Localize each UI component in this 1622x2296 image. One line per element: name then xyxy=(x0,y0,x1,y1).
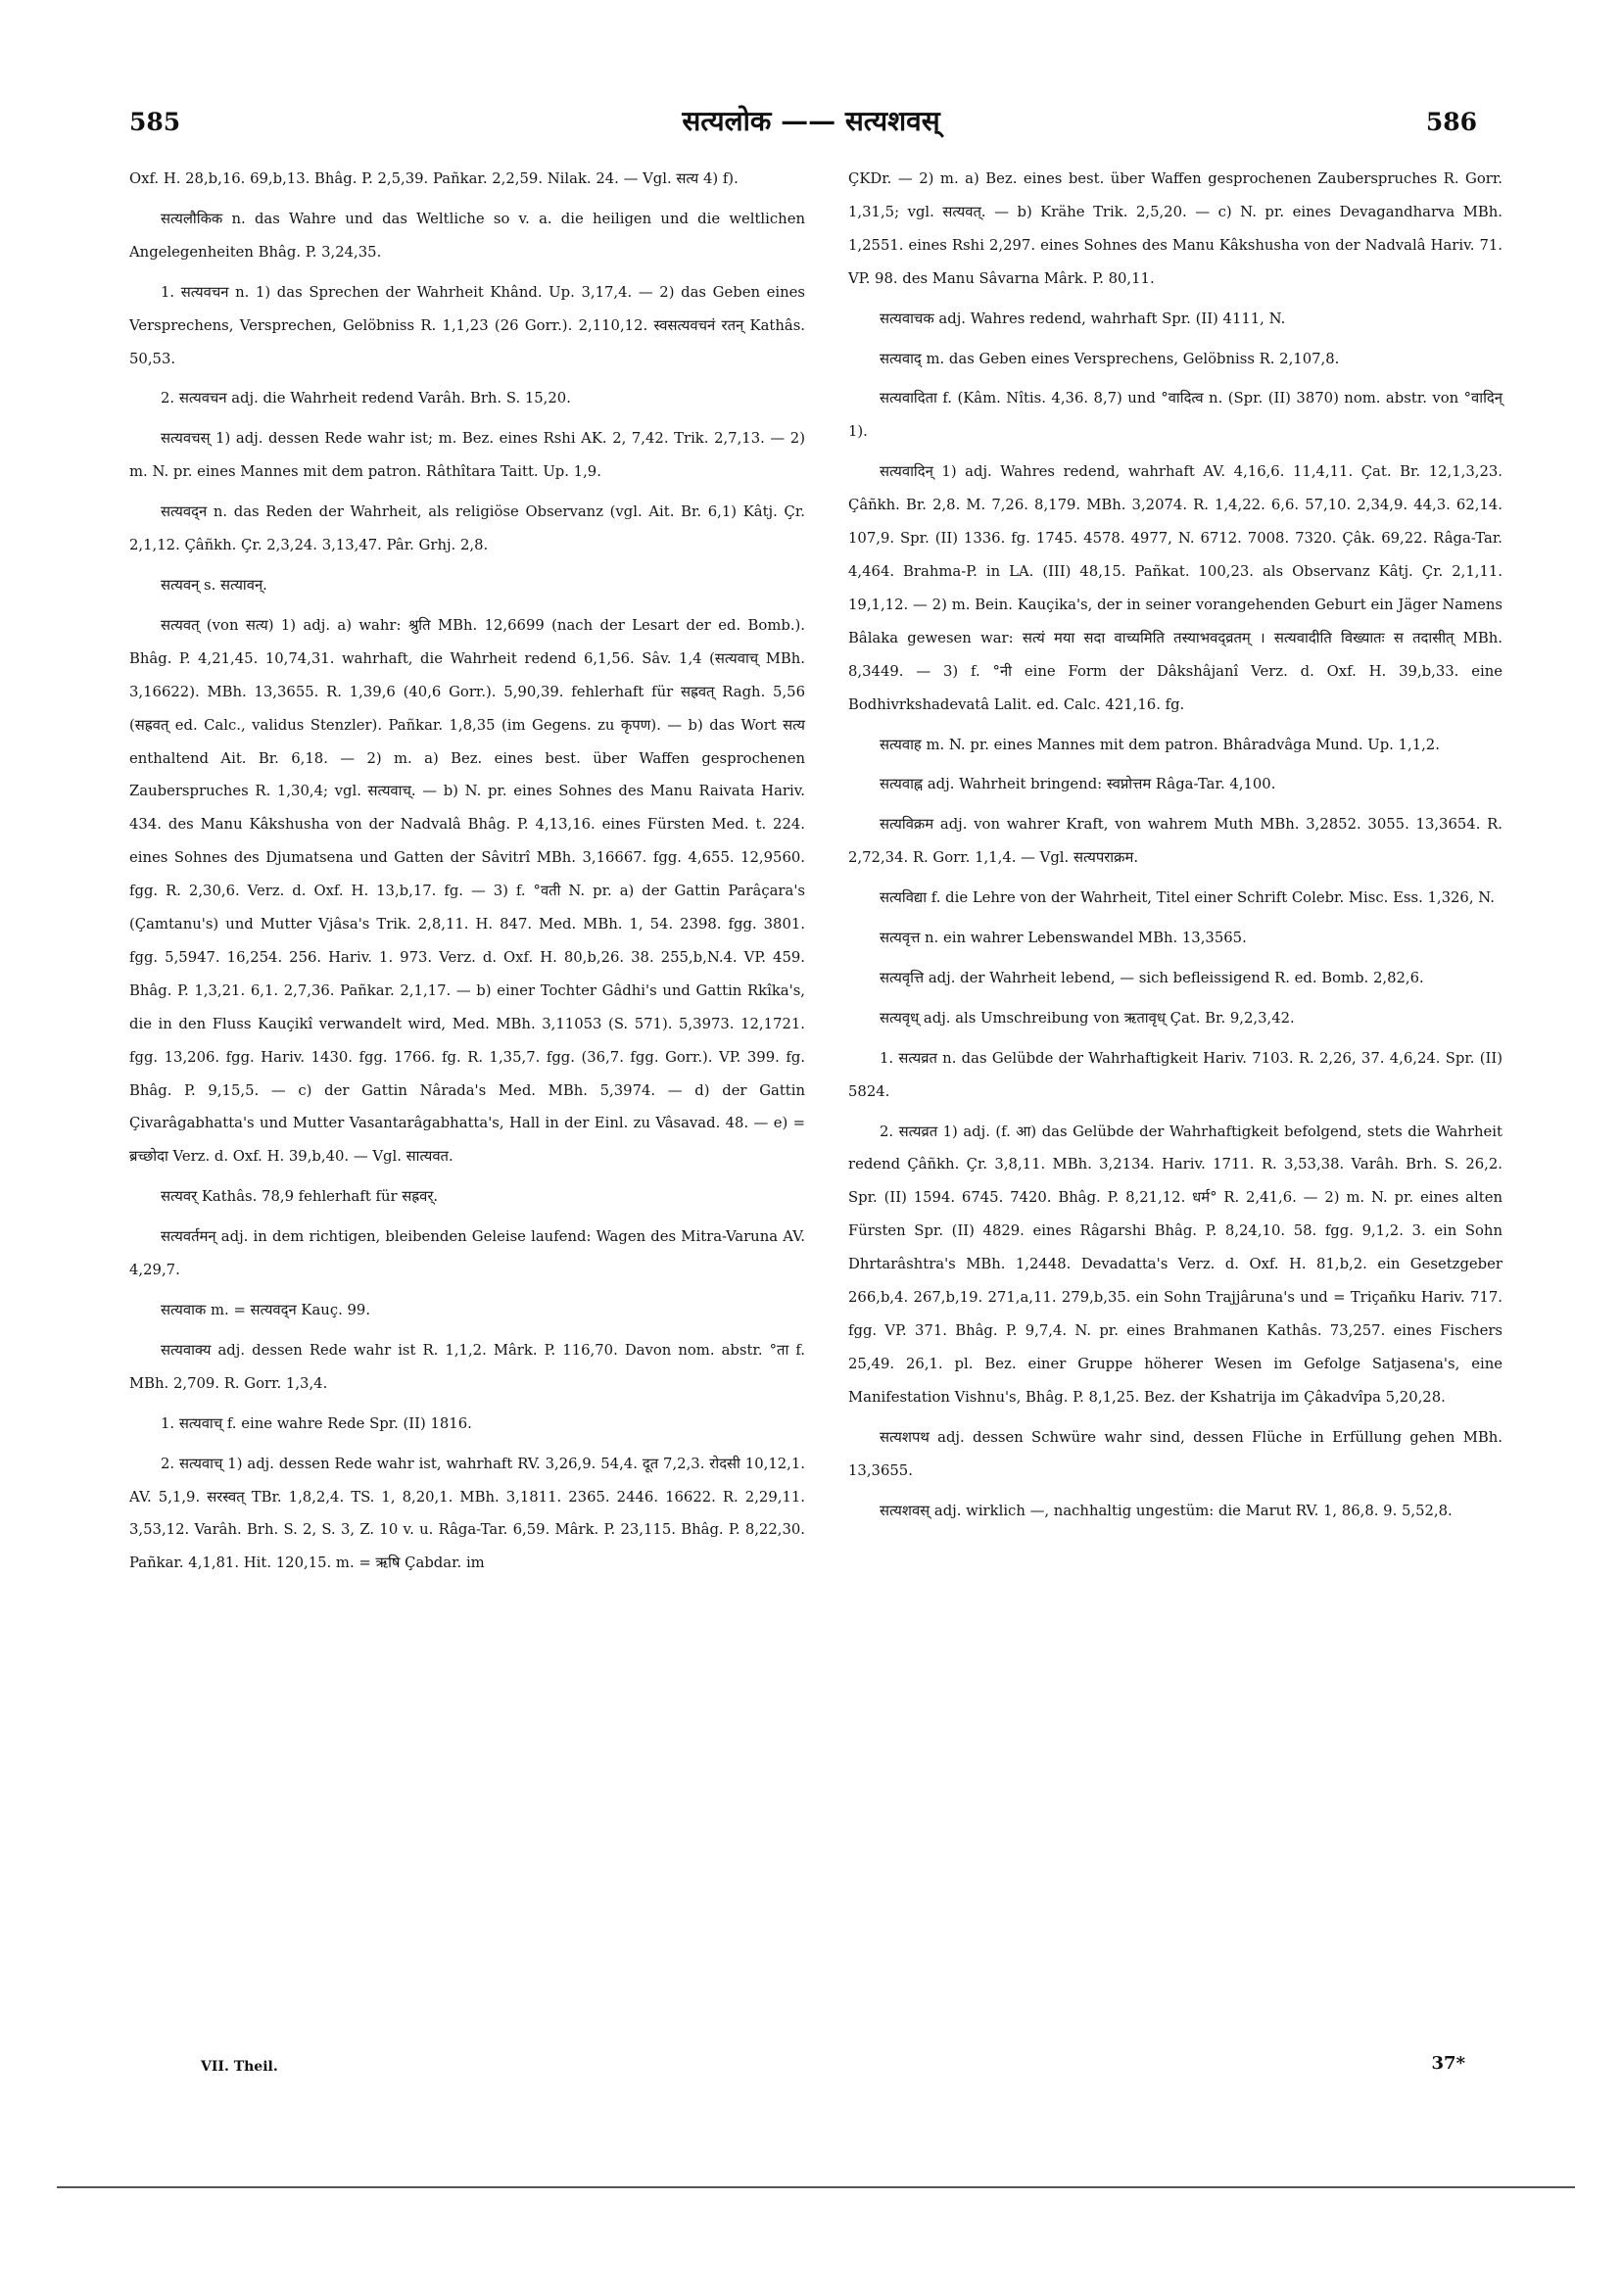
dictionary-entry: सत्यवाक्य adj. dessen Rede wahr ist R. 1,1,2. Mârk. P. 116,70. Davon nom. abstr. °ता f. MBh. 2,709. R. Gorr. 1,3,4. xyxy=(129,1341,805,1392)
dictionary-entry: सत्यवृत्त n. ein wahrer Lebenswandel MBh. 13,3565. xyxy=(880,930,1247,947)
running-headword: सत्यलोक —— सत्यशवस् xyxy=(682,105,940,137)
dictionary-entry: सत्यवाक m. = सत्यवद्न Kauç. 99. xyxy=(161,1302,371,1318)
dictionary-entry: सत्यवाह m. N. pr. eines Mannes mit dem patron. Bhâradvâga Mund. Up. 1,1,2. xyxy=(880,736,1440,753)
dictionary-entry: सत्यवाह्न adj. Wahrheit bringend: स्वप्नोत्तम Râga-Tar. 4,100. xyxy=(880,776,1276,793)
dictionary-entry: सत्यवाचक adj. Wahres redend, wahrhaft Spr. (II) 4111, N. xyxy=(880,310,1286,327)
dictionary-entry: सत्यविद्या f. die Lehre von der Wahrheit, Titel einer Schrift Colebr. Misc. Ess. 1,326, N. xyxy=(880,889,1495,907)
dictionary-entry: Oxf. H. 28,b,16. 69,b,13. Bhâg. P. 2,5,39. Pañkar. 2,2,59. Nilak. 24. — Vgl. सत्य 4) f). xyxy=(129,170,739,187)
dictionary-entry: ÇKDr. — 2) m. a) Bez. eines best. über Waffen gesprochenen Zauberspruches R. Gorr. 1,31,5; vgl. सत्यवत्. — b) Krähe Trik. 2,5,20. — c) N. pr. eines Devagandharva MBh. 1,2551. eines Rshi 2,297. eines Sohnes des Manu Kâkshusha von der Nadvalâ Hariv. 71. VP. 98. des Manu Sâvarna Mârk. P. 80,11. xyxy=(848,170,1503,287)
dictionary-entry: सत्यविक्रम adj. von wahrer Kraft, von wahrem Muth MBh. 3,2852. 3055. 13,3654. R. 2,72,34. R. Gorr. 1,1,4. — Vgl. सत्यपराक्रम. xyxy=(848,816,1503,867)
sheet-mark: 37* xyxy=(1431,2053,1465,2074)
dictionary-entry: 2. सत्यवाच् 1) adj. dessen Rede wahr ist, wahrhaft RV. 3,26,9. 54,4. दूत 7,2,3. रोदसी 10,12,1. AV. 5,1,9. सरस्वत् TBr. 1,8,2,4. TS. 1, 8,20,1. MBh. 3,1811. 2365. 2446. 16622. R. 2,29,11. 3,53,12. Varâh. Brh. S. 2, S. 3, Z. 10 v. u. Râga-Tar. 6,59. Mârk. P. 23,115. Bhâg. P. 8,22,30. Pañkar. 4,1,81. Hit. 120,15. m. = ऋषि Çabdar. im xyxy=(129,1455,805,1572)
dictionary-entry: 1. सत्यवचन n. 1) das Sprechen der Wahrheit Khând. Up. 3,17,4. — 2) das Geben eines Versprechens, Versprechen, Gelöbniss R. 1,1,23 (26 Gorr.). 2,110,12. स्वसत्यवचनं रतन् Kathâs. 50,53. xyxy=(129,283,805,367)
dictionary-entry: सत्यशवस् adj. wirklich —, nachhaltig ungestüm: die Marut RV. 1, 86,8. 9. 5,52,8. xyxy=(880,1502,1453,1519)
dictionary-entry: सत्यवत् (von सत्य) 1) adj. a) wahr: श्रुति MBh. 12,6699 (nach der Lesart der ed. Bomb.). Bhâg. P. 4,21,45. 10,74,31. wahrhaft, die Wahrheit redend 6,1,56. Sâv. 1,4 (सत्यवाच् MBh. 3,16622). MBh. 13,3655. R. 1,39,6 (40,6 Gorr.). 5,90,39. fehlerhaft für सह्रवत् Ragh. 5,56 (सह्रवत् ed. Calc., validus Stenzler). Pañkar. 1,8,35 (im Gegens. zu कृपण). — b) das Wort सत्य enthaltend Ait. Br. 6,18. — 2) m. a) Bez. eines best. über Waffen gesprochenen Zauberspruches R. 1,30,4; vgl. सत्यवाच्. — b) N. pr. eines Sohnes des Manu Raivata Hariv. 434. des Manu Kâkshusha von der Nadvalâ Bhâg. P. 4,13,16. eines Fürsten Med. t. 224. eines Sohnes des Djumatsena und Gatten der Sâvitrî MBh. 3,16667. fgg. 4,655. 12,9560. fgg. R. 2,30,6. Verz. d. Oxf. H. 13,b,17. fg. — 3) f. °वती N. pr. a) der Gattin Parâçara's (Çamtanu's) und Mutter Vjâsa's Trik. 2,8,11. H. 847. Med. MBh. 1, 54. 2398. fgg. 3801. fgg. 5,5947. 16,254. 256. Hariv. 1. 973. Verz. d. Oxf. H. 80,b,26. 38. 255,b,N.4. VP. 459. Bhâg. P. 1,3,21. 6,1. 2,7,36. Pañkar. 2,1,17. — b) einer Tochter Gâdhi's und Gattin Rkîka's, die in den Fluss Kauçikî verwandelt wird, Med. MBh. 3,11053 (S. 571). 5,3973. 12,1721. fgg. 13,206. fgg. Hariv. 1430. fgg. 1766. fg. R. 1,35,7. fgg. (36,7. fgg. Gorr.). VP. 399. fg. Bhâg. P. 9,15,5. — c) der Gattin Nârada's Med. MBh. 5,3974. — d) der Gattin Çivarâgabhatta's und Mutter Vasantarâgabhatta's, Hall in der Einl. zu Vâsavad. 48. — e) = ब्रच्छोदा Verz. d. Oxf. H. 39,b,40. — Vgl. सात्यवत. xyxy=(129,616,805,1166)
dictionary-entry: सत्यलौकिक n. das Wahre und das Weltliche so v. a. die heiligen und die weltlichen Angelegenheiten Bhâg. P. 3,24,35. xyxy=(129,210,805,261)
dictionary-entry: 1. सत्यवाच् f. eine wahre Rede Spr. (II) 1816. xyxy=(161,1414,472,1432)
dictionary-entry: सत्यवादिन् 1) adj. Wahres redend, wahrhaft AV. 4,16,6. 11,4,11. Çat. Br. 12,1,3,23. Çâñkh. Br. 2,8. M. 7,26. 8,179. MBh. 3,2074. R. 1,4,22. 6,6. 57,10. 2,34,9. 44,3. 62,14. 107,9. Spr. (II) 1336. fg. 1745. 4578. 4977, N. 6712. 7008. 7320. Çâk. 69,22. Râga-Tar. 4,464. Brahma-P. in LA. (III) 48,15. Pañkat. 100,23. als Observanz Kâtj. Çr. 2,1,11. 19,1,12. — 2) m. Bein. Kauçika's, der in seiner vorangehenden Geburt ein Jäger Namens Bâlaka gewesen war: सत्यं मया सदा वाच्यमिति तस्याभवद्व्रतम् । सत्यवादीति विख्यातः स तदासीत् MBh. 8,3449. — 3) f. °नी eine Form der Dâkshâjanî Verz. d. Oxf. H. 39,b,33. eine Bodhivrkshadevatâ Lalit. ed. Calc. 421,16. fg. xyxy=(848,463,1503,713)
dictionary-entry: सत्यवृत्ति adj. der Wahrheit lebend, — sich befleissigend R. ed. Bomb. 2,82,6. xyxy=(880,969,1424,986)
dictionary-entry: सत्यवचस् 1) adj. dessen Rede wahr ist; m. Bez. eines Rshi AK. 2, 7,42. Trik. 2,7,13. — 2) m. N. pr. eines Mannes mit dem patron. Râthîtara Taitt. Up. 1,9. xyxy=(129,430,805,481)
bottom-divider xyxy=(57,2186,1575,2188)
dictionary-entry: 1. सत्यव्रत n. das Gelübde der Wahrhaftigkeit Hariv. 7103. R. 2,26, 37. 4,6,24. Spr. (II) 5824. xyxy=(848,1049,1503,1100)
dictionary-entry: सत्यवादिता f. (Kâm. Nîtis. 4,36. 8,7) und °वादित्व n. (Spr. (II) 3870) nom. abstr. von °वादिन् 1). xyxy=(848,390,1503,441)
dictionary-entry: 2. सत्यवचन adj. die Wahrheit redend Varâh. Brh. S. 15,20. xyxy=(161,390,571,407)
dictionary-entry: सत्यशपथ adj. dessen Schwüre wahr sind, dessen Flüche in Erfüllung gehen MBh. 13,3655. xyxy=(848,1428,1503,1479)
signature-mark: VII. Theil. xyxy=(201,2059,278,2075)
dictionary-entry: सत्यवन् s. सत्यावन्. xyxy=(161,576,267,594)
dictionary-entry: सत्यवर्तमन् adj. in dem richtigen, bleibenden Geleise laufend: Wagen des Mitra-Varuna AV. 4,29,7. xyxy=(129,1228,805,1279)
dictionary-entry: सत्यवर् Kathâs. 78,9 fehlerhaft für सह्रवर्. xyxy=(161,1188,439,1206)
dictionary-entry: 2. सत्यव्रत 1) adj. (f. आ) das Gelübde der Wahrhaftigkeit befolgend, stets die Wahrheit redend Çâñkh. Çr. 3,8,11. MBh. 3,2134. Hariv. 1711. R. 3,53,38. Varâh. Brh. S. 26,2. Spr. (II) 1594. 6745. 7420. Bhâg. P. 8,21,12. धर्म° R. 2,41,6. — 2) m. N. pr. eines alten Fürsten Spr. (II) 4829. eines Râgarshi Bhâg. P. 8,24,10. 58. fgg. 9,1,2. 3. ein Sohn Dhrtarâshtra's MBh. 1,2448. Devadatta's Verz. d. Oxf. H. 81,b,2. ein Gesetzgeber 266,b,4. 267,b,19. 271,a,11. 279,b,35. ein Sohn Trajjâruna's und = Triçañku Hariv. 717. fgg. VP. 371. Bhâg. P. 9,7,4. N. pr. eines Brahmanen Kathâs. 73,257. eines Fischers 25,49. 26,1. pl. Bez. einer Gruppe höherer Wesen im Gefolge Satjasena's, eine Manifestation Vishnu's, Bhâg. P. 8,1,25. Bez. der Kshatrija im Çâkadvîpa 5,20,28. xyxy=(848,1123,1503,1406)
dictionary-entry: सत्यवद्न n. das Reden der Wahrheit, als religiöse Observanz (vgl. Ait. Br. 6,1) Kâtj. Çr. 2,1,12. Çâñkh. Çr. 2,3,24. 3,13,47. Pâr. Grhj. 2,8. xyxy=(129,503,805,554)
page-number-right: 586 xyxy=(1425,108,1477,136)
dictionary-entry: सत्यवाद् m. das Geben eines Versprechens, Gelöbniss R. 2,107,8. xyxy=(880,350,1340,367)
right-column xyxy=(848,163,1503,1534)
page-number-left: 585 xyxy=(129,108,181,136)
dictionary-entry: सत्यवृध् adj. als Umschreibung von ऋतावृध् Çat. Br. 9,2,3,42. xyxy=(880,1009,1295,1027)
left-column xyxy=(129,163,805,1587)
